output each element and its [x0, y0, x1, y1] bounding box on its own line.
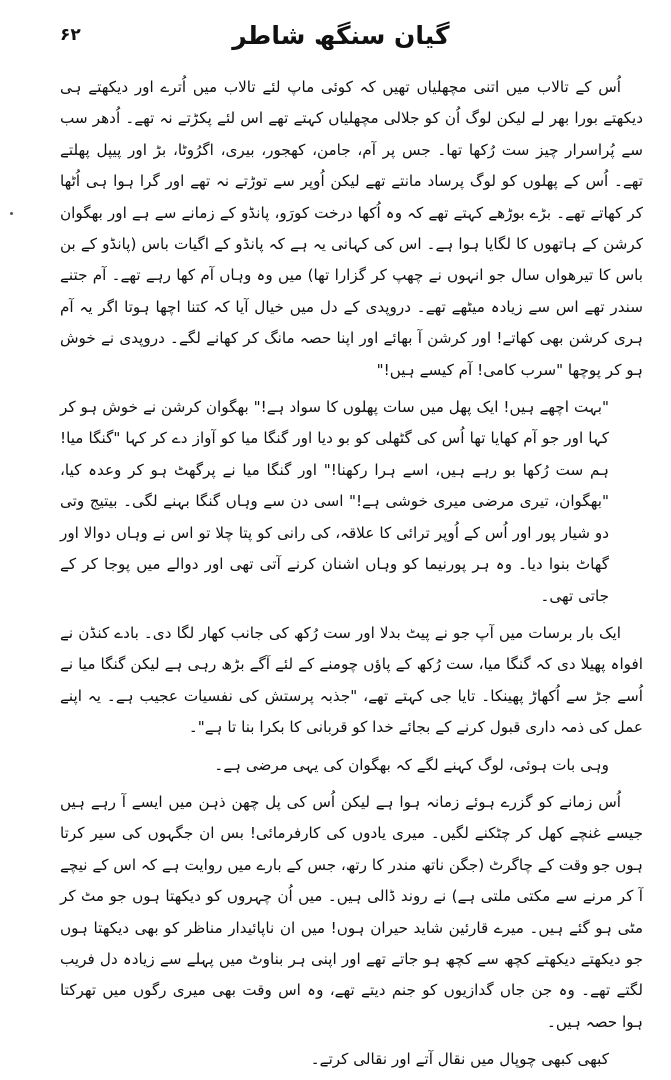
paragraph-mimics: کبھی کبھی چوپال میں نقال آتے اور نقالی کرتے۔	[310, 1050, 609, 1069]
page-number: ۶۲	[60, 25, 81, 45]
paragraph-tank-and-tree: اُس کے تالاب میں اتنی مچھلیاں تھیں کہ کوئی ماپ لئے تالاب میں اُترے اور دیکھتے ہی دیکھتے بورا بھر لے لیکن لوگ اُن کو جلالی مچھلیاں کہتے تھے اس لئے پکڑتے نہ تھے۔ اُدھر سب سے پُراسرار چیز ست رُکھا تھا۔ جس پر آم، جامن، کھجور، بیری، اگرُوٹا، بڑ اور پیپل پھلتے تھے۔ اُس کے پھلوں کو لوگ پرساد مانتے تھے لیکن اُوپر سے توڑتے نہ تھے اور گرا ہوا ہی اُٹھا کر کھاتے تھے۔ بڑے بوڑھے کہتے تھے کہ وہ اُکھا درخت کورَو، پانڈو کے زمانے سے ہے اور بھگوان کرشن کے ہاتھوں کا لگایا ہوا ہے۔ اس کی کہانی یہ ہے کہ پانڈو کے اگیات باس (پانڈو کے بن باس کا تیرھواں سال جو انہوں نے چھپ کر گزارا تھا) میں وہ وہاں آم کھا رہے تھے۔ آم جتنے سندر تھے اس سے زیادہ میٹھے تھے۔ دروپدی کے دل میں خیال آیا کہ کتنا اچھا ہوتا اگر یہ آم ہری کرشن بھی کھاتے! اور کرشن آ بھائے اور اپنا حصہ مانگ کر کھانے لگے۔ دروپدی نے خوش ہو کر پوچھا "سرب کامی! آم کیسے ہیں!"	[60, 78, 643, 379]
paragraph-memories: اُس زمانے کو گزرے ہوئے زمانہ ہوا ہے لیکن اُس کی پل چھن ذہن میں ایسے آ رہے ہیں جیسے غنچے کھل کر چٹکنے لگیں۔ میری یادوں کی کارفرمائی! بس ان جگہوں کی سیر کرتا ہوں جو وقت کے چاگرٹ (جگن ناتھ مندر کا رتھ، جس کے بارے میں روایت ہے کہ اس کے نیچے آ کر مرنے سے مکتی ملتی ہے) نے روند ڈالی ہیں۔ میں اُن چہروں کو دیکھتا ہوں جو مٹ کر مٹی ہو گئے ہیں۔ میرے قارئین شاید حیران ہوں! میں ان ناپائیدار مناظر کو بھی دیکھتا ہوں جو دیکھتے دیکھتے کچھ سے کچھ ہو جاتے تھے اور اپنی ہر بناوٹ میں پہلے سے زیادہ دل فریب لگتے تھے۔ وہ جن جاں گدازیوں کو جنم دیتے تھے، وہ اس وقت بھی میری رگوں میں تھرکتا ہوا حصہ ہیں۔	[60, 792, 643, 1031]
body-text	[60, 72, 643, 1069]
running-title: گیان سنگھ شاطر	[232, 20, 450, 50]
paragraph-flood: ایک بار برسات میں آپ جو نے پیٹ بدلا اور ست رُکھ کی جانب کھار لگا دی۔ بادے کنڈن نے افواہ پھیلا دی کہ گنگا میا، ست رُکھ کے پاؤں چومنے کے لئے آگے بڑھ رہی ہے لیکن گنگا میا نے اُسے جڑ سے اُکھاڑ پھینکا۔ تایا جی کہتے تھے، "جذبہ پرستش کی نفسیات عجیب ہے۔ یہ اپنے عمل کی ذمہ داری قبول کرنے کے بجائے خدا کو قربانی کا بکرا بنا تا ہے"۔	[60, 623, 643, 737]
page-header	[60, 12, 641, 58]
paragraph-krishna-dialogue: "بہت اچھے ہیں! ایک پھل میں سات پھلوں کا سواد ہے!" بھگوان کرشن نے خوش ہو کر کہا اور جو آم کھایا تھا اُس کی گٹھلی کو بو دیا اور گنگا میا کو آواز دے کر کہا "گنگا میا! ہم ست رُکھا بو رہے ہیں، اسے ہرا رکھنا!" اور گنگا میا نے پرگھٹ ہو کر وعدہ کیا، "بھگوان، تیری مرضی میری خوشی ہے!" اسی دن سے وہاں گنگا بہنے لگی۔ بیتیج وتی دو شیار پور اور اُس کے اُوپر ترائی کا علاقہ، کی رانی کو پتا چلا تو اس نے وہاں دوالا اور گھاٹ بنوا دیا۔ وہ ہر پورنیما کو وہاں اشنان کرنے آتی تھی اور دوالے میں پوجا کر کے جاتی تھی۔	[60, 398, 609, 605]
margin-dot	[10, 212, 13, 215]
paragraph-gods-will: وہی بات ہوئی، لوگ کہنے لگے کہ بھگوان کی یہی مرضی ہے۔	[214, 755, 609, 774]
